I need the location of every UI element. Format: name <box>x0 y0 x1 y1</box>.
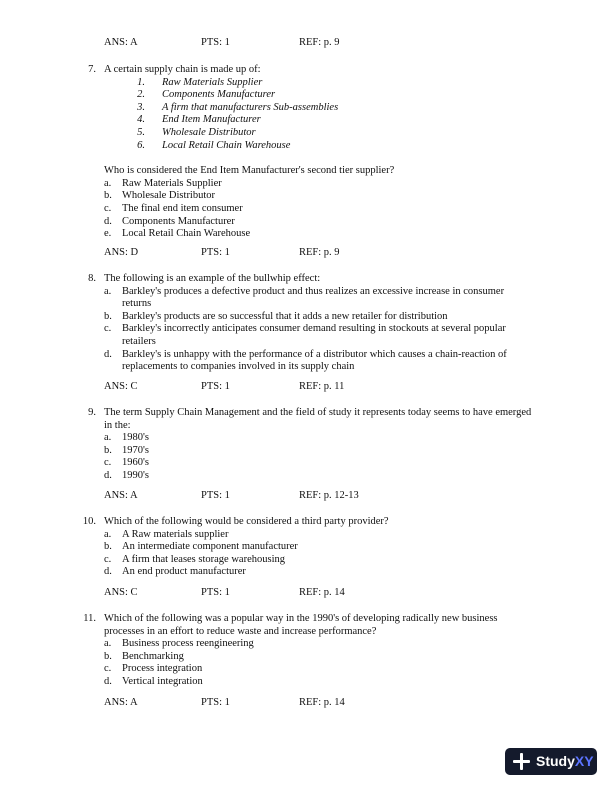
answer-label: ANS: A <box>104 490 138 501</box>
option-a: a. Barkley's produces a defective product and thus realizes an excessive increase in consumer returns <box>104 285 505 310</box>
option-d: d. Components Manufacturer <box>104 215 235 227</box>
answer-label: ANS: D <box>104 247 139 258</box>
option-a: a. Raw Materials Supplier <box>104 177 222 189</box>
reference-label: REF: p. 9 <box>299 37 340 48</box>
list-item: 4. End Item Manufacturer <box>137 114 261 126</box>
reference-label: REF: p. 9 <box>299 247 340 258</box>
list-item: 2. Components Manufacturer <box>137 89 276 101</box>
list-item: 5. Wholesale Distributor <box>137 126 256 138</box>
question-stem: The term Supply Chain Management and the field of study it represents today seems to have emerged in the: <box>104 407 532 431</box>
option-b: b. Wholesale Distributor <box>104 190 216 202</box>
points-label: PTS: 1 <box>201 247 230 258</box>
option-c: c. Barkley's incorrectly anticipates consumer demand resulting in stockouts at several popular retailers <box>104 323 506 347</box>
question-number: 11. <box>83 613 96 624</box>
question-8 <box>0 273 612 374</box>
option-a: a. A Raw materials supplier <box>104 528 229 540</box>
reference-label: REF: p. 11 <box>299 381 345 392</box>
studyxy-logo-text: StudyXY <box>536 753 594 769</box>
points-label: PTS: 1 <box>201 697 230 708</box>
question-number: 10. <box>82 516 96 527</box>
options-list <box>104 178 612 241</box>
options-list <box>104 638 612 688</box>
option-c: c. 1960's <box>104 457 149 469</box>
points-label: PTS: 1 <box>201 490 230 501</box>
list-item: 3. A firm that manufacturers Sub-assemblies <box>137 101 339 113</box>
option-a: a. 1980's <box>104 432 149 444</box>
question-7 <box>0 64 612 241</box>
question-10 <box>0 516 612 579</box>
option-b: b. Barkley's products are so successful that it adds a new retailer for distribution <box>104 310 448 322</box>
question-number: 7. <box>88 64 96 75</box>
answer-label: ANS: A <box>104 37 138 48</box>
option-b: b. Benchmarking <box>104 650 184 662</box>
option-e: e. Local Retail Chain Warehouse <box>104 228 251 240</box>
options-list <box>104 286 612 374</box>
reference-label: REF: p. 14 <box>299 587 345 598</box>
plus-icon <box>512 752 531 771</box>
option-c: c. Process integration <box>104 663 203 675</box>
option-b: b. An intermediate component manufacturer <box>104 541 298 553</box>
answer-label: ANS: A <box>104 697 138 708</box>
option-d: d. Barkley's is unhappy with the performance of a distributor which causes a chain-reaction of replacements to companies involved in its supply chain <box>104 348 507 373</box>
answer-label: ANS: C <box>104 587 138 598</box>
points-label: PTS: 1 <box>201 587 230 598</box>
studyxy-badge[interactable] <box>505 748 597 775</box>
reference-label: REF: p. 14 <box>299 697 345 708</box>
option-d: d. Vertical integration <box>104 675 203 687</box>
options-list <box>104 529 612 579</box>
question-stem-secondary: Who is considered the End Item Manufacturer's second tier supplier? <box>104 165 395 177</box>
supply-chain-list <box>104 77 612 153</box>
question-11 <box>0 613 612 689</box>
option-c: c. A firm that leases storage warehousing <box>104 553 285 565</box>
question-stem: A certain supply chain is made up of: <box>104 64 261 75</box>
question-number: 8. <box>88 273 96 284</box>
list-item: 6. Local Retail Chain Warehouse <box>137 139 291 151</box>
question-stem: Which of the following was a popular way in the 1990's of developing radically new business processes in an effort to reduce waste and increase performance? <box>104 613 498 637</box>
question-number: 9. <box>88 407 96 418</box>
option-d: d. An end product manufacturer <box>104 566 246 578</box>
question-9 <box>0 407 612 483</box>
list-item: 1. Raw Materials Supplier <box>137 76 263 88</box>
answer-label: ANS: C <box>104 381 138 392</box>
reference-label: REF: p. 12-13 <box>299 490 359 501</box>
option-a: a. Business process reengineering <box>104 638 254 650</box>
options-list <box>104 432 612 482</box>
points-label: PTS: 1 <box>201 37 230 48</box>
question-stem: Which of the following would be considered a third party provider? <box>104 516 389 527</box>
option-b: b. 1970's <box>104 444 149 456</box>
points-label: PTS: 1 <box>201 381 230 392</box>
option-d: d. 1990's <box>104 469 149 481</box>
question-stem: The following is an example of the bullwhip effect: <box>104 273 321 284</box>
option-c: c. The final end item consumer <box>104 202 243 214</box>
